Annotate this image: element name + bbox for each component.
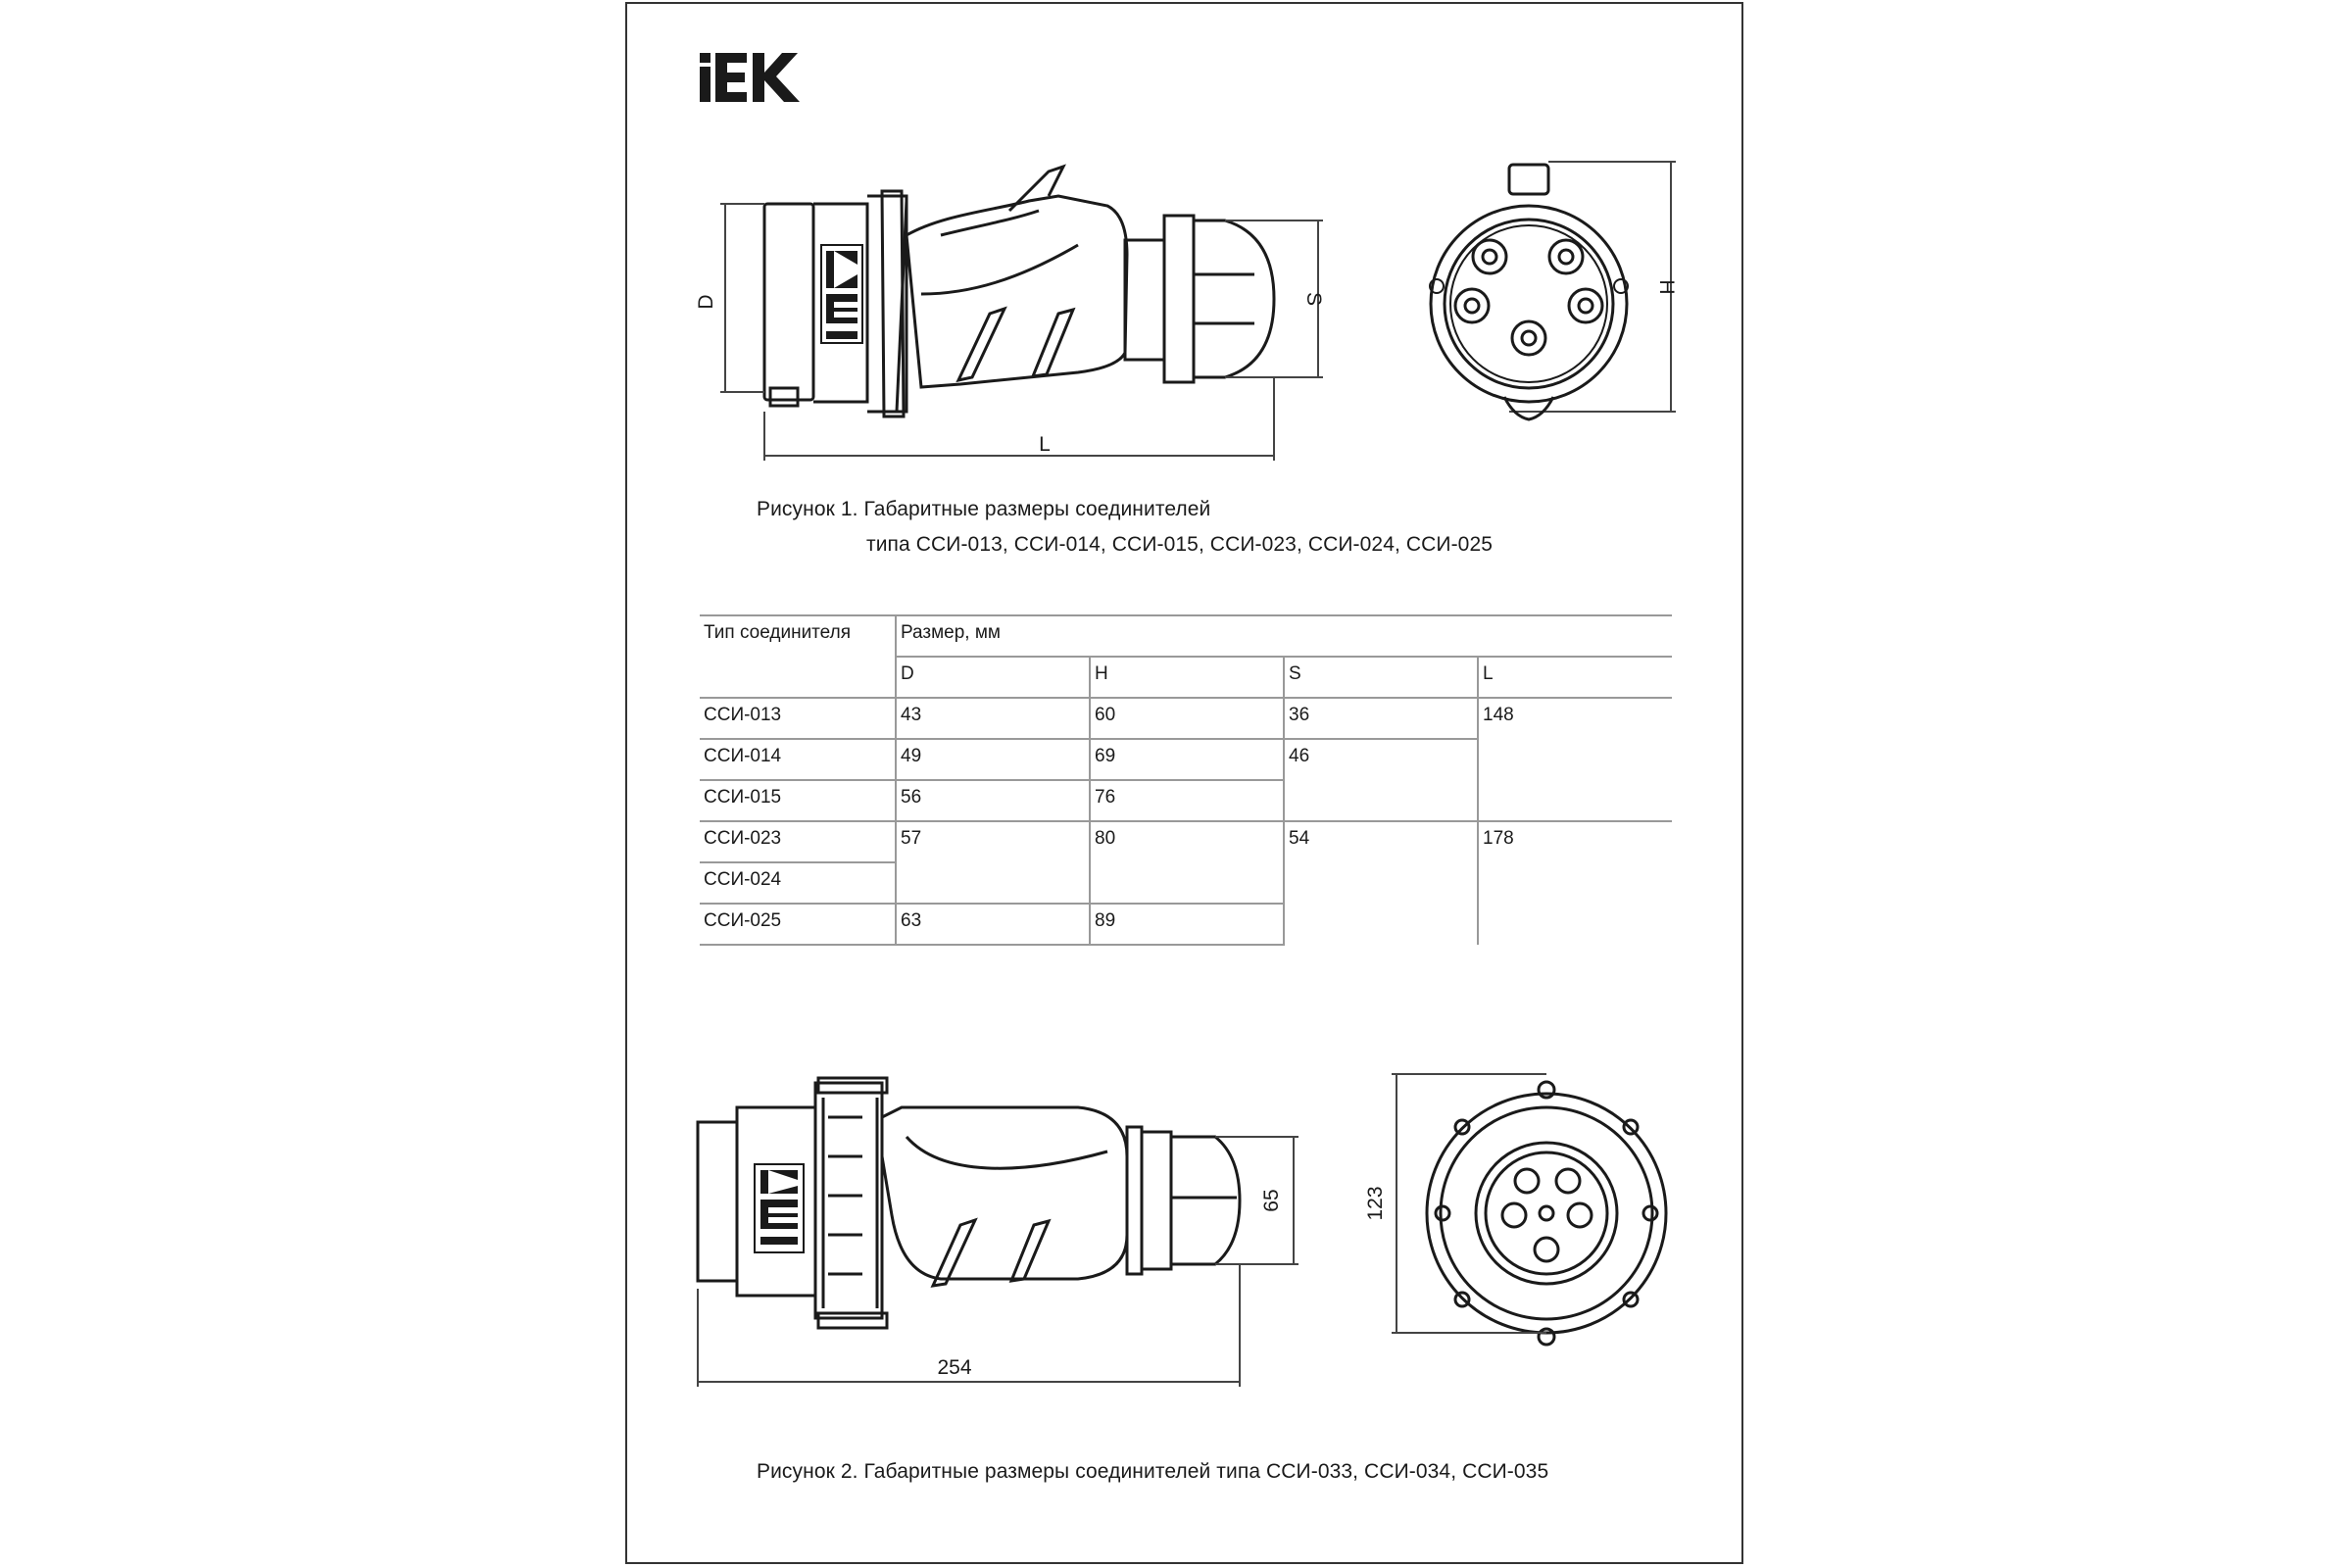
cell-h: 60 bbox=[1090, 698, 1284, 739]
subheader-h: H bbox=[1090, 657, 1284, 698]
cell-type: ССИ-013 bbox=[700, 698, 896, 739]
cell-type: ССИ-015 bbox=[700, 780, 896, 821]
cell-d: 56 bbox=[896, 780, 1090, 821]
cell-s: 46 bbox=[1284, 739, 1478, 821]
subheader-l: L bbox=[1478, 657, 1672, 698]
subheader-d: D bbox=[896, 657, 1090, 698]
cell-h: 69 bbox=[1090, 739, 1284, 780]
figure1-caption-line1: Рисунок 1. Габаритные размеры соединителей bbox=[757, 498, 1211, 520]
dim-label-d: D bbox=[695, 294, 717, 310]
cell-type: ССИ-024 bbox=[700, 862, 896, 904]
figure2-caption: Рисунок 2. Габаритные размеры соединителей типа ССИ-033, ССИ-034, ССИ-035 bbox=[757, 1460, 1549, 1483]
cell-h: 80 bbox=[1090, 821, 1284, 904]
cell-h: 76 bbox=[1090, 780, 1284, 821]
cell-s: 36 bbox=[1284, 698, 1478, 739]
dimensions-table bbox=[700, 614, 1672, 946]
dim-height-label: 123 bbox=[1364, 1186, 1387, 1221]
cell-d: 49 bbox=[896, 739, 1090, 780]
cell-l: 148 bbox=[1478, 698, 1672, 821]
cell-type: ССИ-023 bbox=[700, 821, 896, 862]
cell-h: 89 bbox=[1090, 904, 1284, 945]
iek-logo bbox=[700, 53, 808, 102]
table-row bbox=[700, 821, 1672, 862]
dim-length-label: 254 bbox=[937, 1356, 972, 1379]
header-size: Размер, мм bbox=[896, 615, 1672, 657]
cell-l: 178 bbox=[1478, 821, 1672, 945]
header-connector-type: Тип соединителя bbox=[700, 615, 896, 698]
figure1-caption-line2: типа ССИ-013, ССИ-014, ССИ-015, ССИ-023, ССИ-024, ССИ-025 bbox=[866, 533, 1494, 556]
cell-type: ССИ-025 bbox=[700, 904, 896, 945]
table-row bbox=[700, 698, 1672, 739]
cell-s: 54 bbox=[1284, 821, 1478, 945]
cell-type: ССИ-014 bbox=[700, 739, 896, 780]
subheader-s: S bbox=[1284, 657, 1478, 698]
cell-d: 57 bbox=[896, 821, 1090, 904]
dim-socket-label: 65 bbox=[1260, 1189, 1283, 1212]
dim-label-s: S bbox=[1302, 291, 1325, 307]
dim-label-h: H bbox=[1655, 279, 1678, 295]
dim-label-l: L bbox=[1039, 433, 1051, 456]
cell-d: 43 bbox=[896, 698, 1090, 739]
cell-d: 63 bbox=[896, 904, 1090, 945]
